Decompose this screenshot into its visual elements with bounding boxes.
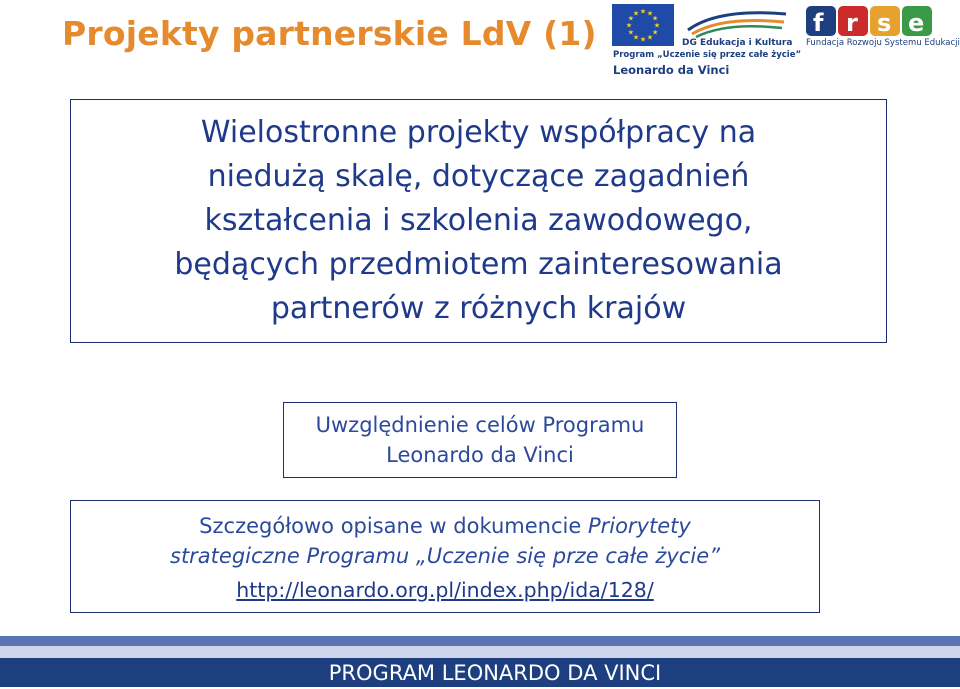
eu-star-icon: ★ xyxy=(651,14,659,23)
definition-box xyxy=(70,99,887,343)
goals-line: Uwzględnienie celów Programu xyxy=(315,413,645,437)
eu-star-icon: ★ xyxy=(646,9,654,18)
eu-star-icon: ★ xyxy=(627,14,635,23)
svg-text:e: e xyxy=(908,9,925,37)
eu-star-icon: ★ xyxy=(625,21,633,30)
dg-label: DG Edukacja i Kultura xyxy=(682,38,793,48)
goals-line: Leonardo da Vinci xyxy=(386,443,574,467)
details-line-1 xyxy=(199,511,691,541)
details-box xyxy=(70,500,820,613)
eu-star-icon: ★ xyxy=(632,9,640,18)
frse-logo xyxy=(806,4,934,40)
eu-flag-logo xyxy=(612,4,674,46)
eu-star-icon: ★ xyxy=(627,28,635,37)
program-label: Program „Uczenie się przez całe życie” xyxy=(613,50,802,60)
eu-star-icon: ★ xyxy=(653,21,661,30)
definition-line: będących przedmiotem zainteresowania xyxy=(174,247,783,282)
program-goals-box xyxy=(283,402,677,478)
page-title: Projekty partnerskie LdV (1) xyxy=(62,14,597,53)
svg-text:s: s xyxy=(877,9,892,37)
footer-band-top xyxy=(0,636,960,646)
details-line-2: strategiczne Programu „Uczenie się prze całe życie” xyxy=(170,543,720,568)
frse-label: Fundacja Rozwoju Systemu Edukacji xyxy=(806,38,960,48)
definition-line: partnerów z różnych krajów xyxy=(270,291,687,326)
eu-star-icon: ★ xyxy=(646,33,654,42)
eu-star-icon: ★ xyxy=(639,7,647,16)
definition-line: niedużą skalę, dotyczące zagadnień xyxy=(207,159,750,194)
details-plain: Szczegółowo opisane w dokumencie xyxy=(199,513,588,538)
footer-title: PROGRAM LEONARDO DA VINCI xyxy=(328,661,662,685)
definition-line: kształcenia i szkolenia zawodowego, xyxy=(204,203,753,238)
eu-star-icon: ★ xyxy=(639,35,647,44)
footer-band-strip xyxy=(0,646,960,658)
leonardo-link[interactable]: http://leonardo.org.pl/index.php/ida/128/ xyxy=(236,577,654,602)
definition-line: Wielostronne projekty współpracy na xyxy=(200,115,757,150)
svg-text:f: f xyxy=(813,9,824,37)
eu-star-icon: ★ xyxy=(632,33,640,42)
ldv-label: Leonardo da Vinci xyxy=(613,63,730,77)
details-italic: Priorytety xyxy=(587,513,691,538)
svg-text:r: r xyxy=(846,9,858,37)
eu-star-icon: ★ xyxy=(651,28,659,37)
